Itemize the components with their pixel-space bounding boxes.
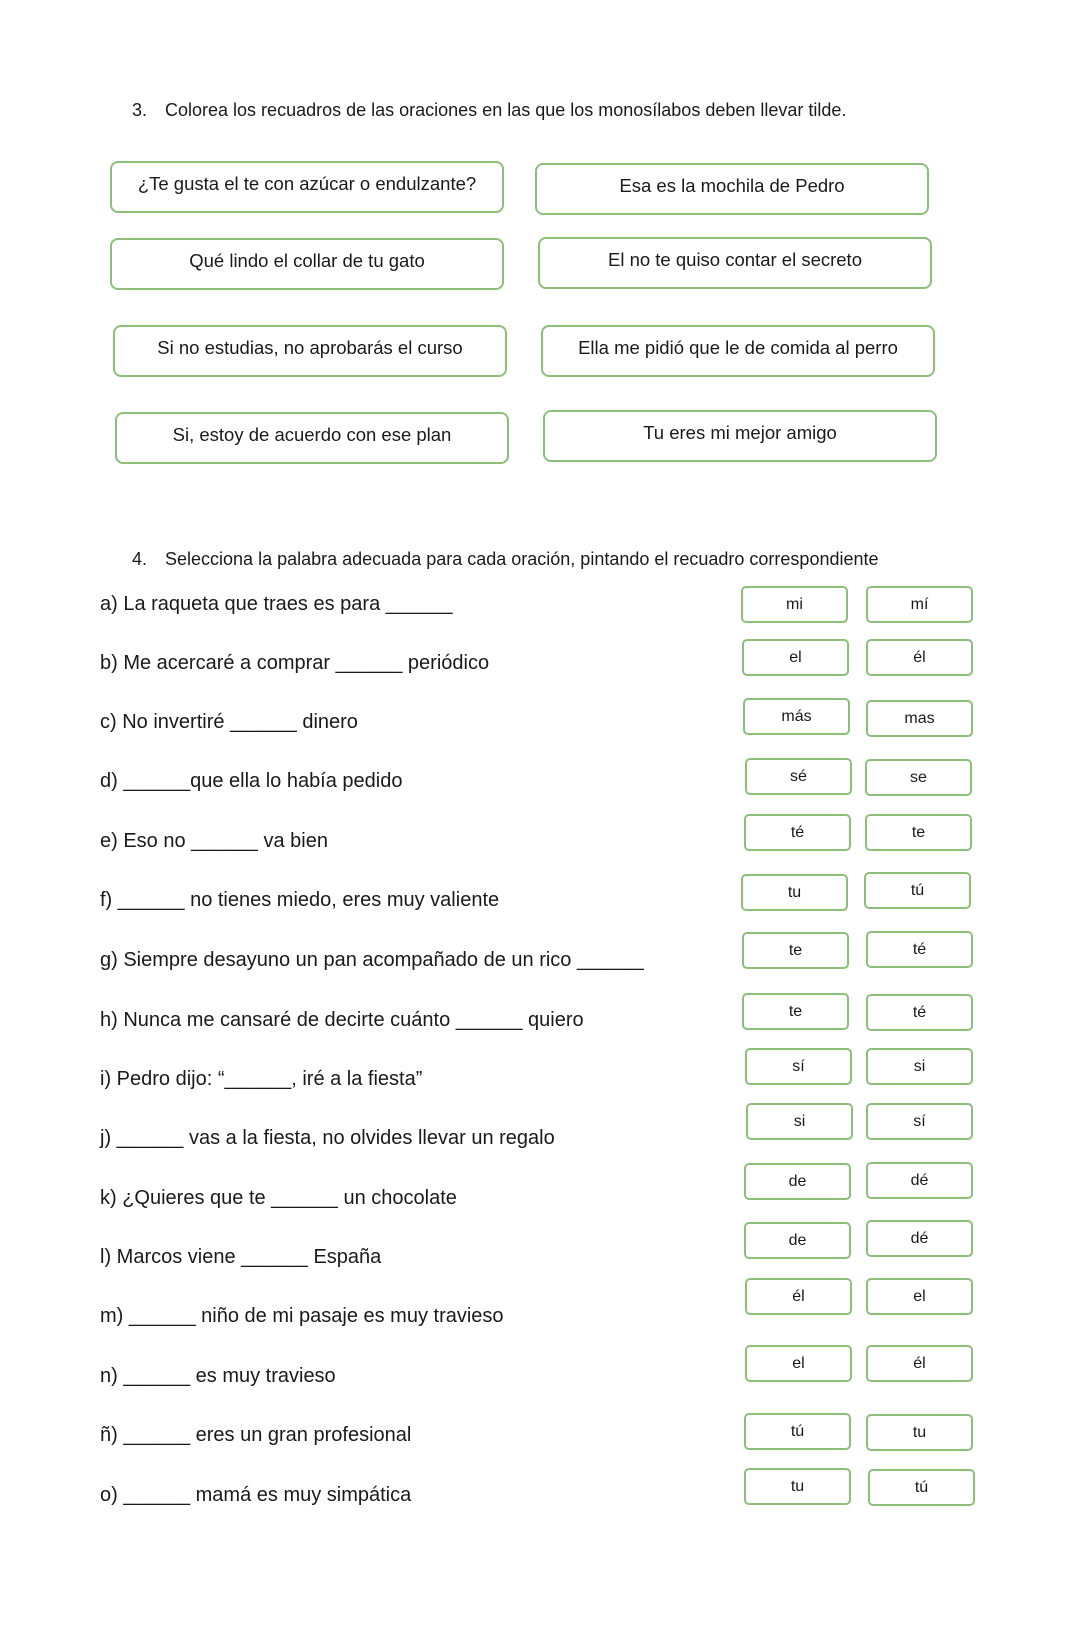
option-box[interactable]: tu xyxy=(866,1414,973,1451)
option-box[interactable]: él xyxy=(745,1278,852,1315)
option-box[interactable]: te xyxy=(865,814,972,851)
exercise4-heading: 4. Selecciona la palabra adecuada para cada oración, pintando el recuadro correspondiente xyxy=(132,549,879,569)
option-box[interactable]: de xyxy=(744,1222,851,1259)
question-text: a) La raqueta que traes es para ______ xyxy=(100,593,453,615)
option-box[interactable]: tú xyxy=(864,872,971,909)
option-box[interactable]: te xyxy=(742,932,849,969)
option-box[interactable]: mí xyxy=(866,586,973,623)
option-box[interactable]: de xyxy=(744,1163,851,1200)
sentence-box[interactable]: Tu eres mi mejor amigo xyxy=(543,410,937,462)
question-text: d) ______que ella lo había pedido xyxy=(100,770,403,792)
option-box[interactable]: tú xyxy=(868,1469,975,1506)
question-text: m) ______ niño de mi pasaje es muy travieso xyxy=(100,1305,504,1327)
option-box[interactable]: sé xyxy=(745,758,852,795)
question-text: j) ______ vas a la fiesta, no olvides llevar un regalo xyxy=(100,1127,555,1149)
option-box[interactable]: mi xyxy=(741,586,848,623)
question-text: c) No invertiré ______ dinero xyxy=(100,711,358,733)
exercise3-heading: 3. Colorea los recuadros de las oraciones en las que los monosílabos deben llevar tilde. xyxy=(132,100,847,120)
option-box[interactable]: té xyxy=(866,931,973,968)
question-text: n) ______ es muy travieso xyxy=(100,1365,336,1387)
option-box[interactable]: se xyxy=(865,759,972,796)
question-text: k) ¿Quieres que te ______ un chocolate xyxy=(100,1187,457,1209)
option-box[interactable]: dé xyxy=(866,1220,973,1257)
question-text: h) Nunca me cansaré de decirte cuánto ______ quiero xyxy=(100,1009,584,1031)
option-box[interactable]: tu xyxy=(741,874,848,911)
sentence-box[interactable]: Si, estoy de acuerdo con ese plan xyxy=(115,412,509,464)
question-text: f) ______ no tienes miedo, eres muy valiente xyxy=(100,889,500,911)
sentence-box[interactable]: Ella me pidió que le de comida al perro xyxy=(541,325,935,377)
option-box[interactable]: sí xyxy=(866,1103,973,1140)
sentence-box[interactable]: Si no estudias, no aprobarás el curso xyxy=(113,325,507,377)
option-box[interactable]: más xyxy=(743,698,850,735)
option-box[interactable]: mas xyxy=(866,700,973,737)
option-box[interactable]: sí xyxy=(745,1048,852,1085)
option-box[interactable]: él xyxy=(866,1345,973,1382)
option-box[interactable]: te xyxy=(742,993,849,1030)
option-box[interactable]: tu xyxy=(744,1468,851,1505)
question-text: b) Me acercaré a comprar ______ periódico xyxy=(100,652,490,674)
option-box[interactable]: dé xyxy=(866,1162,973,1199)
option-box[interactable]: el xyxy=(745,1345,852,1382)
sentence-box[interactable]: Qué lindo el collar de tu gato xyxy=(110,238,504,290)
option-box[interactable]: té xyxy=(866,994,973,1031)
option-box[interactable]: el xyxy=(866,1278,973,1315)
question-text: g) Siempre desayuno un pan acompañado de un rico ______ xyxy=(100,949,644,971)
option-box[interactable]: si xyxy=(866,1048,973,1085)
question-text: ñ) ______ eres un gran profesional xyxy=(100,1424,412,1446)
sentence-box[interactable]: El no te quiso contar el secreto xyxy=(538,237,932,289)
option-box[interactable]: él xyxy=(866,639,973,676)
option-box[interactable]: si xyxy=(746,1103,853,1140)
option-box[interactable]: tú xyxy=(744,1413,851,1450)
sentence-box[interactable]: Esa es la mochila de Pedro xyxy=(535,163,929,215)
option-box[interactable]: el xyxy=(742,639,849,676)
question-text: i) Pedro dijo: “______, iré a la fiesta” xyxy=(100,1068,423,1090)
question-text: e) Eso no ______ va bien xyxy=(100,830,328,852)
question-text: l) Marcos viene ______ España xyxy=(100,1246,382,1268)
question-text: o) ______ mamá es muy simpática xyxy=(100,1484,412,1506)
option-box[interactable]: té xyxy=(744,814,851,851)
sentence-box[interactable]: ¿Te gusta el te con azúcar o endulzante? xyxy=(110,161,504,213)
